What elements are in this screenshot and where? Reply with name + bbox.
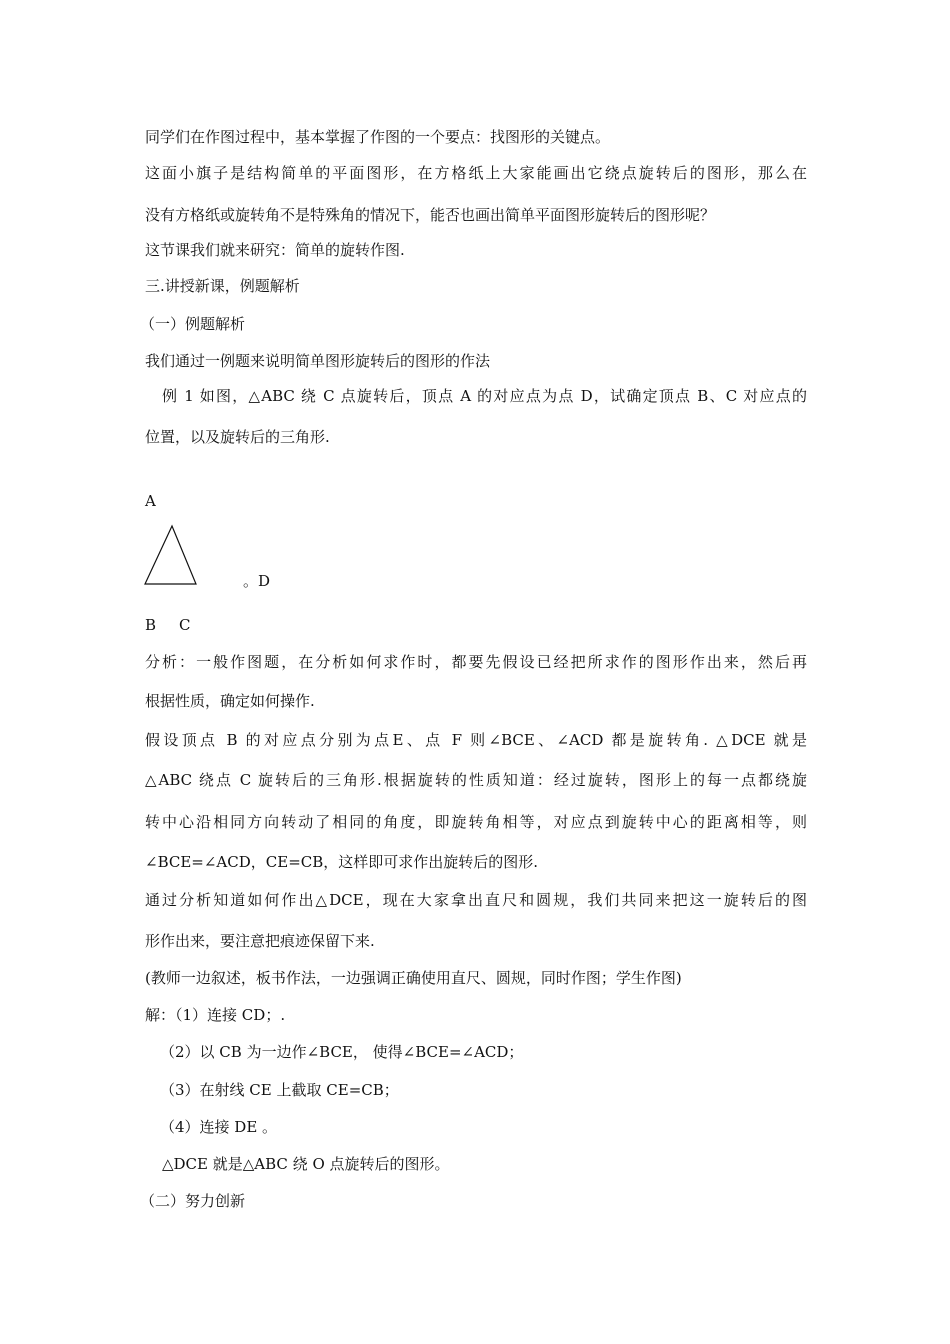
subsection-heading: （二）努力创新 [140, 1192, 246, 1210]
analysis-line: ∠BCE=∠ACD，CE=CB，这样即可求作出旋转后的图形. [145, 853, 539, 871]
figure-label-a: A [145, 492, 156, 510]
solution-step: （2）以 CB 为一边作∠BCE， 使得∠BCE=∠ACD； [160, 1043, 524, 1061]
analysis-line: 转中心沿相同方向转动了相同的角度，即旋转角相等，对应点到旋转中心的距离相等，则 [145, 813, 807, 831]
text-line: 通过分析知道如何作出△DCE，现在大家拿出直尺和圆规，我们共同来把这一旋转后的图 [145, 891, 807, 909]
figure-label-b: B [145, 616, 157, 634]
solution-step: （4）连接 DE 。 [160, 1118, 278, 1136]
text-line: (教师一边叙述，板书作法，一边强调正确使用直尺、圆规，同时作图；学生作图) [145, 969, 682, 987]
text-line: 同学们在作图过程中，基本掌握了作图的一个要点：找图形的关键点。 [145, 128, 611, 146]
triangle-figure [140, 520, 210, 590]
text-line: 这面小旗子是结构简单的平面图形，在方格纸上大家能画出它绕点旋转后的图形，那么在 [145, 164, 807, 182]
text-line: 没有方格纸或旋转角不是特殊角的情况下，能否也画出简单平面图形旋转后的图形呢？ [145, 206, 716, 224]
example-line: 例 1 如图，△ABC 绕 C 点旋转后，顶点 A 的对应点为点 D，试确定顶点 B、C 对应点的 [162, 387, 807, 405]
analysis-line: △ABC 绕点 C 旋转后的三角形.根据旋转的性质知道：经过旋转，图形上的每一点都绕旋 [145, 771, 807, 789]
text-line: 这节课我们就来研究：简单的旋转作图. [145, 241, 405, 259]
analysis-line: 假设顶点 B 的对应点分别为点E、点 F 则∠BCE、∠ACD 都是旋转角. △DCE 就是 [145, 731, 807, 749]
analysis-line: 分析：一般作图题，在分析如何求作时，都要先假设已经把所求作的图形作出来，然后再 [145, 653, 807, 671]
analysis-line: 根据性质，确定如何操作. [145, 692, 315, 710]
solution-step: （3）在射线 CE 上截取 CE=CB； [160, 1081, 399, 1099]
example-line: 位置，以及旋转后的三角形. [145, 428, 330, 446]
text-line: 形作出来，要注意把痕迹保留下来. [145, 932, 375, 950]
section-heading: 三.讲授新课，例题解析 [145, 277, 300, 295]
subsection-heading: （一）例题解析 [140, 315, 246, 333]
solution-step: 解：（1）连接 CD；. [145, 1006, 286, 1024]
figure-label-d: 。D [243, 572, 271, 590]
figure-label-c: C [179, 616, 191, 634]
solution-conclusion: △DCE 就是△ABC 绕 O 点旋转后的图形。 [162, 1155, 450, 1173]
text-line: 我们通过一例题来说明简单图形旋转后的图形的作法 [145, 352, 491, 370]
triangle-abc [145, 526, 196, 584]
